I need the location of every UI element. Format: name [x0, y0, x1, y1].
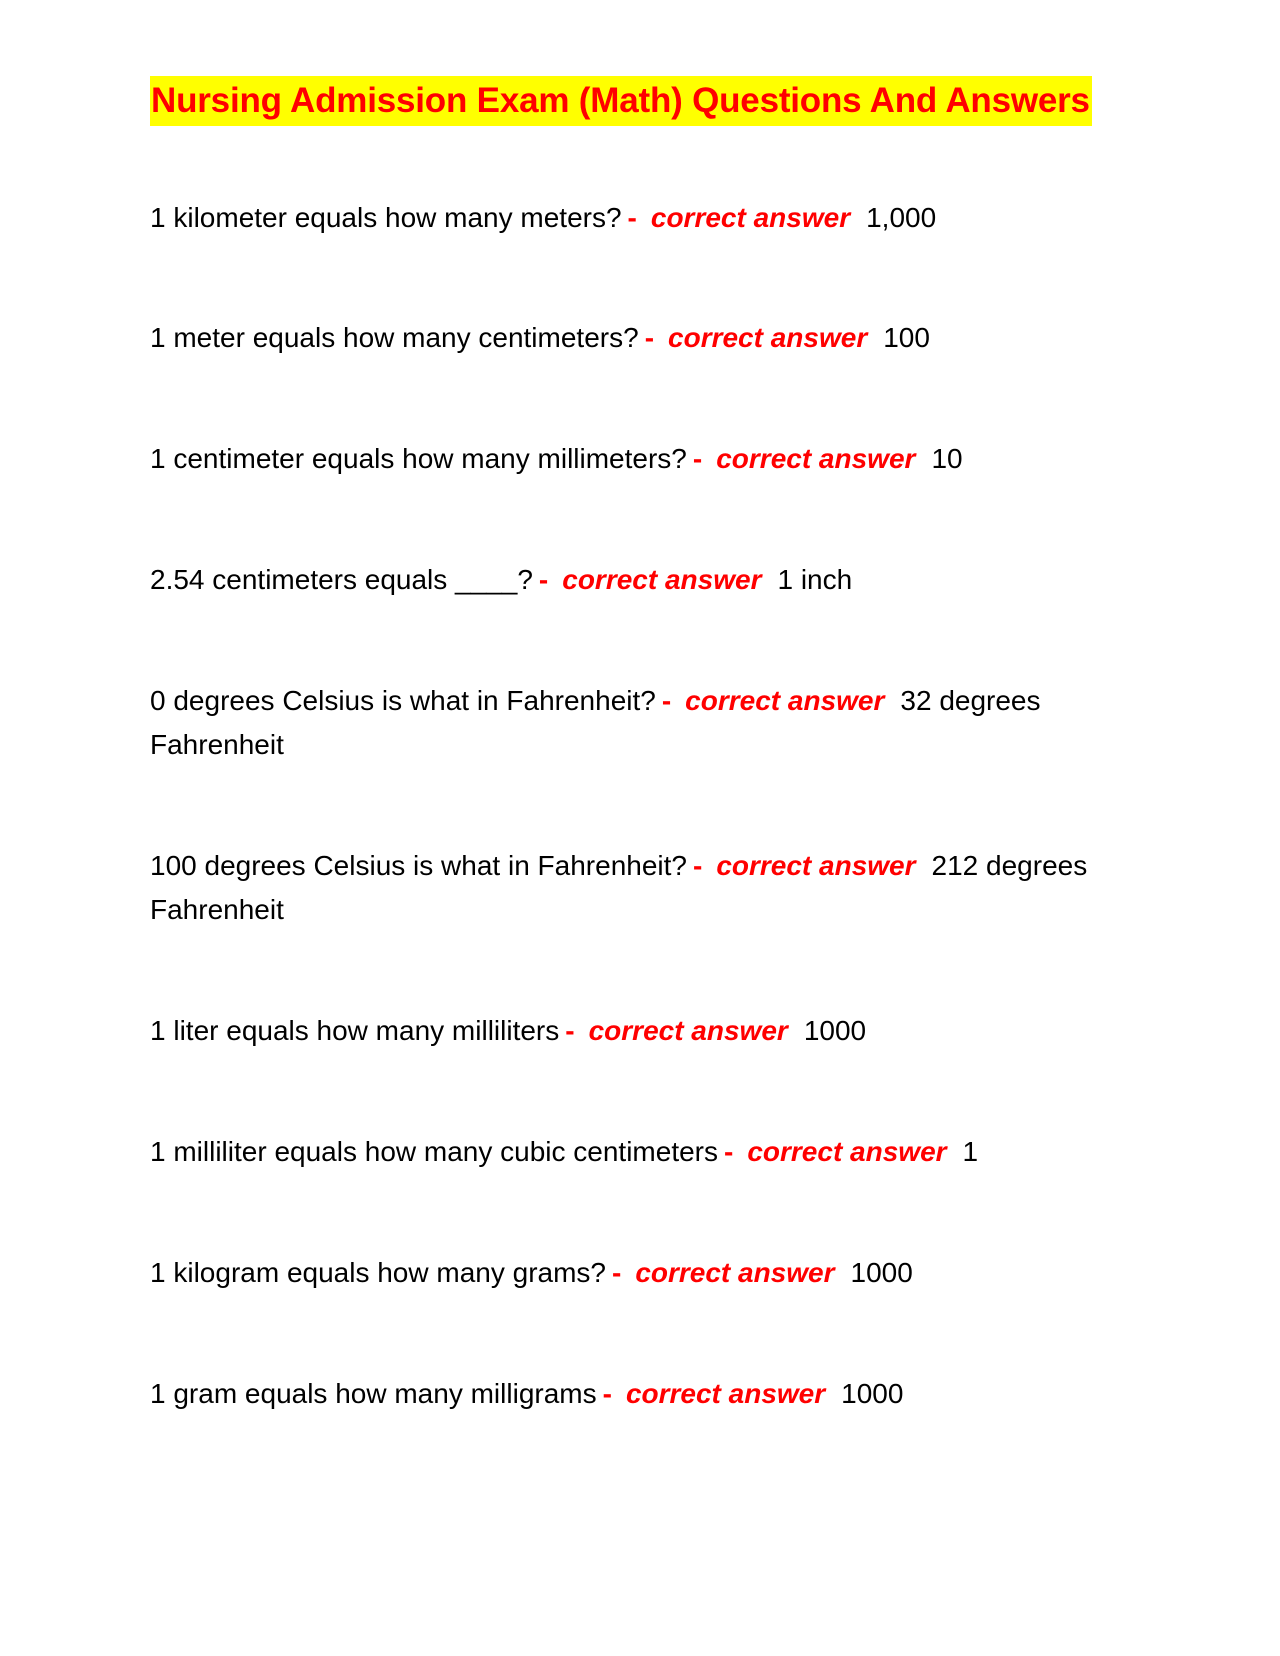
answer-text: 10 [931, 443, 963, 474]
answer-text: 100 [883, 322, 930, 353]
separator-dash: - [692, 443, 703, 474]
separator-dash: - [538, 564, 549, 595]
answer-label: correct answer [716, 850, 916, 881]
answer-label: correct answer [685, 685, 885, 716]
qa-item [150, 1130, 1120, 1174]
separator-dash: - [661, 685, 672, 716]
question-text: 1 centimeter equals how many millimeters? [150, 443, 687, 474]
separator-dash: - [602, 1378, 612, 1409]
separator-dash: - [611, 1257, 622, 1288]
qa-item [150, 437, 1120, 481]
answer-text: 1 [962, 1136, 979, 1167]
separator-dash: - [565, 1015, 575, 1046]
answer-label: correct answer [562, 564, 762, 595]
answer-label: correct answer [650, 202, 851, 233]
page-title: Nursing Admission Exam (Math) Questions And Answers [150, 76, 1092, 126]
answer-label: correct answer [588, 1015, 788, 1046]
qa-item [150, 1251, 1120, 1295]
question-text: 2.54 centimeters equals ____? [150, 564, 533, 595]
answer-text: 1000 [803, 1015, 867, 1046]
question-text: 0 degrees Celsius is what in Fahrenheit? [150, 685, 656, 716]
answer-label: correct answer [625, 1378, 826, 1409]
qa-item [150, 1009, 1120, 1053]
answer-text: 32 degrees Fahrenheit [150, 685, 1041, 760]
question-text: 1 liter equals how many milliliters [150, 1015, 560, 1046]
answer-label: correct answer [668, 322, 868, 353]
question-text: 100 degrees Celsius is what in Fahrenheit? [150, 850, 687, 881]
answer-text: 1000 [850, 1257, 913, 1288]
separator-dash: - [627, 202, 637, 233]
answer-text: 212 degrees Fahrenheit [150, 850, 1088, 925]
separator-dash: - [644, 322, 655, 353]
question-text: 1 milliliter equals how many cubic centimeters [150, 1136, 718, 1167]
qa-item [150, 679, 1120, 767]
answer-text: 1,000 [866, 202, 937, 233]
question-text: 1 kilometer equals how many meters? [150, 202, 622, 233]
answer-label: correct answer [635, 1257, 835, 1288]
answer-label: correct answer [747, 1136, 947, 1167]
separator-dash: - [692, 850, 703, 881]
qa-item [150, 316, 1120, 360]
answer-text: 1 inch [777, 564, 853, 595]
answer-label: correct answer [716, 443, 916, 474]
document-page [150, 76, 1130, 1409]
qa-item [150, 558, 1120, 602]
qa-item [150, 844, 1120, 932]
qa-item [150, 1372, 1120, 1416]
separator-dash: - [724, 1136, 734, 1167]
question-text: 1 meter equals how many centimeters? [150, 322, 639, 353]
qa-item [150, 196, 1120, 240]
question-text: 1 kilogram equals how many grams? [150, 1257, 606, 1288]
answer-text: 1000 [841, 1378, 904, 1409]
question-text: 1 gram equals how many milligrams [150, 1378, 597, 1409]
